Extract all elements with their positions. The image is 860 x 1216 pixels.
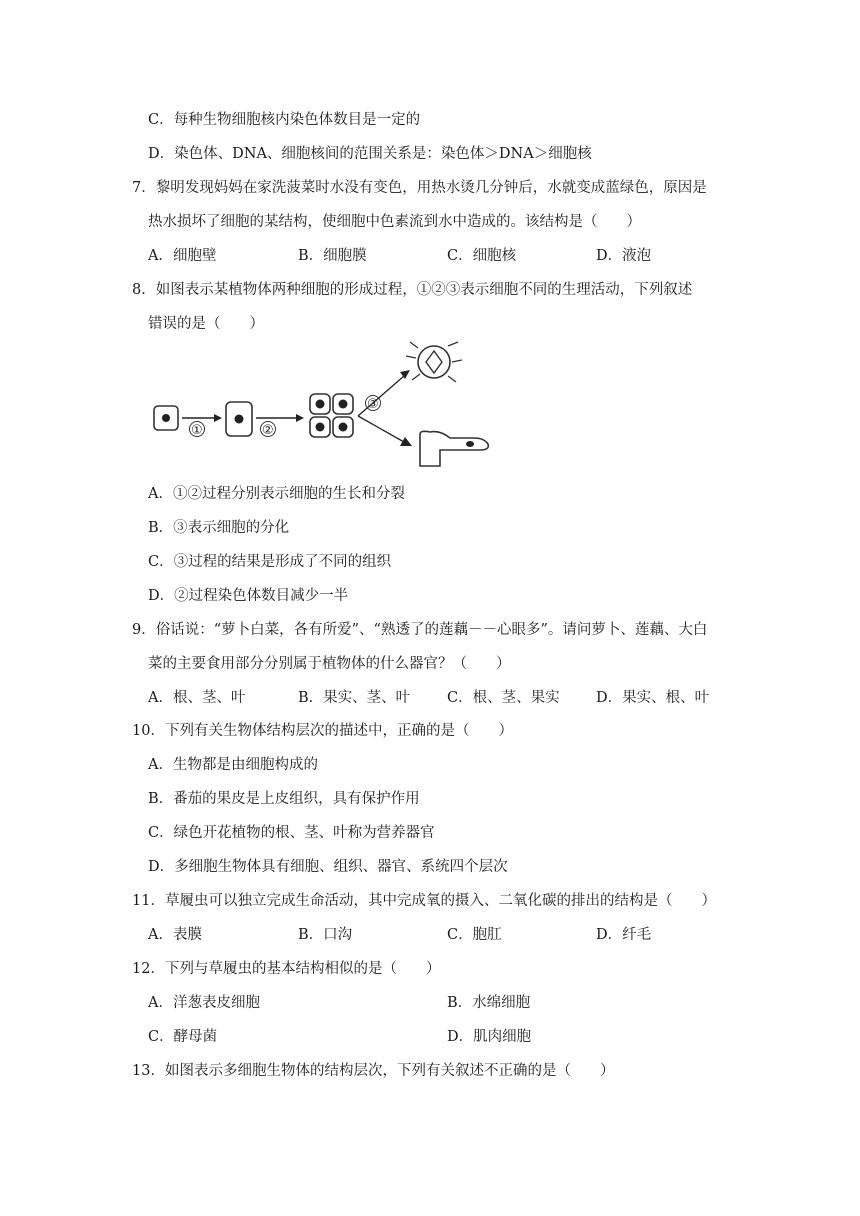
q10-option-c: C．绿色开花植物的根、茎、叶称为营养器官 <box>148 825 435 841</box>
q7-option-a: A．细胞壁 <box>148 248 217 264</box>
q10-option-d: D．多细胞生物体具有细胞、组织、器官、系统四个层次 <box>148 859 508 875</box>
q12-option-d: D．肌肉细胞 <box>447 1029 532 1045</box>
cell-formation-diagram <box>148 338 498 474</box>
q9-option-d: D．果实、根、叶 <box>596 690 710 706</box>
q11-option-c: C．胞肛 <box>447 927 502 943</box>
q10-stem: 10．下列有关生物体结构层次的描述中，正确的是（ ） <box>132 723 513 739</box>
q7-stem-line2: 热水损坏了细胞的某结构，使细胞中色素流到水中造成的。该结构是（ ） <box>148 214 641 230</box>
q10-option-a: A．生物都是由细胞构成的 <box>148 757 318 773</box>
q7-option-b: B．细胞膜 <box>298 248 367 264</box>
q12-option-b: B．水绵细胞 <box>447 995 531 1011</box>
q7-option-c: C．细胞核 <box>447 248 517 264</box>
arrow-3-up <box>358 376 404 416</box>
q6-option-d: D．染色体、DNA、细胞核间的范围关系是：染色体＞DNA＞细胞核 <box>148 146 592 162</box>
process-label-2: ② <box>262 423 274 438</box>
root-hair-cell <box>420 431 488 466</box>
q11-option-d: D．纤毛 <box>596 927 652 943</box>
q12-option-a: A．洋葱表皮细胞 <box>148 995 260 1011</box>
q11-option-a: A．表膜 <box>148 927 202 943</box>
divided-cells <box>310 394 353 437</box>
q10-option-b: B．番茄的果皮是上皮组织，具有保护作用 <box>148 791 420 807</box>
process-label-3: ③ <box>367 397 379 412</box>
q12-option-c: C．酵母菌 <box>148 1029 218 1045</box>
process-label-1: ① <box>191 423 203 438</box>
q8-option-b: B．③表示细胞的分化 <box>148 520 290 536</box>
q11-option-b: B．口沟 <box>298 927 353 943</box>
q9-option-b: B．果实、茎、叶 <box>298 690 411 706</box>
q8-option-a: A．①②过程分别表示细胞的生长和分裂 <box>148 486 405 502</box>
q9-stem-line1: 9．俗话说：“萝卜白菜，各有所爱”、“熟透了的莲藕－－心眼多”。请问萝卜、莲藕、大白 <box>132 622 708 638</box>
q7-option-d: D．液泡 <box>596 248 652 264</box>
stoma-cell <box>406 342 462 382</box>
q9-option-c: C．根、茎、果实 <box>447 690 560 706</box>
q8-stem-line1: 8．如图表示某植物体两种细胞的形成过程，①②③表示细胞不同的生理活动，下列叙述 <box>132 282 693 298</box>
q6-option-c: C．每种生物细胞核内染色体数目是一定的 <box>148 112 421 128</box>
arrow-3-down <box>358 416 404 442</box>
q9-stem-line2: 菜的主要食用部分分别属于植物体的什么器官？（ ） <box>148 656 511 672</box>
q12-stem: 12．下列与草履虫的基本结构相似的是（ ） <box>132 961 441 977</box>
q9-option-a: A．根、茎、叶 <box>148 690 246 706</box>
q11-stem: 11．草履虫可以独立完成生命活动，其中完成氧的摄入、二氧化碳的排出的结构是（ ） <box>132 893 716 909</box>
q8-option-d: D．②过程染色体数目减少一半 <box>148 588 349 604</box>
q7-stem-line1: 7．黎明发现妈妈在家洗菠菜时水没有变色，用热水烫几分钟后，水就变成蓝绿色，原因是 <box>132 180 707 196</box>
q8-option-c: C．③过程的结果是形成了不同的组织 <box>148 554 392 570</box>
q13-stem: 13．如图表示多细胞生物体的结构层次，下列有关叙述不正确的是（ ） <box>132 1063 615 1079</box>
q8-stem-line2: 错误的是（ ） <box>148 316 264 332</box>
